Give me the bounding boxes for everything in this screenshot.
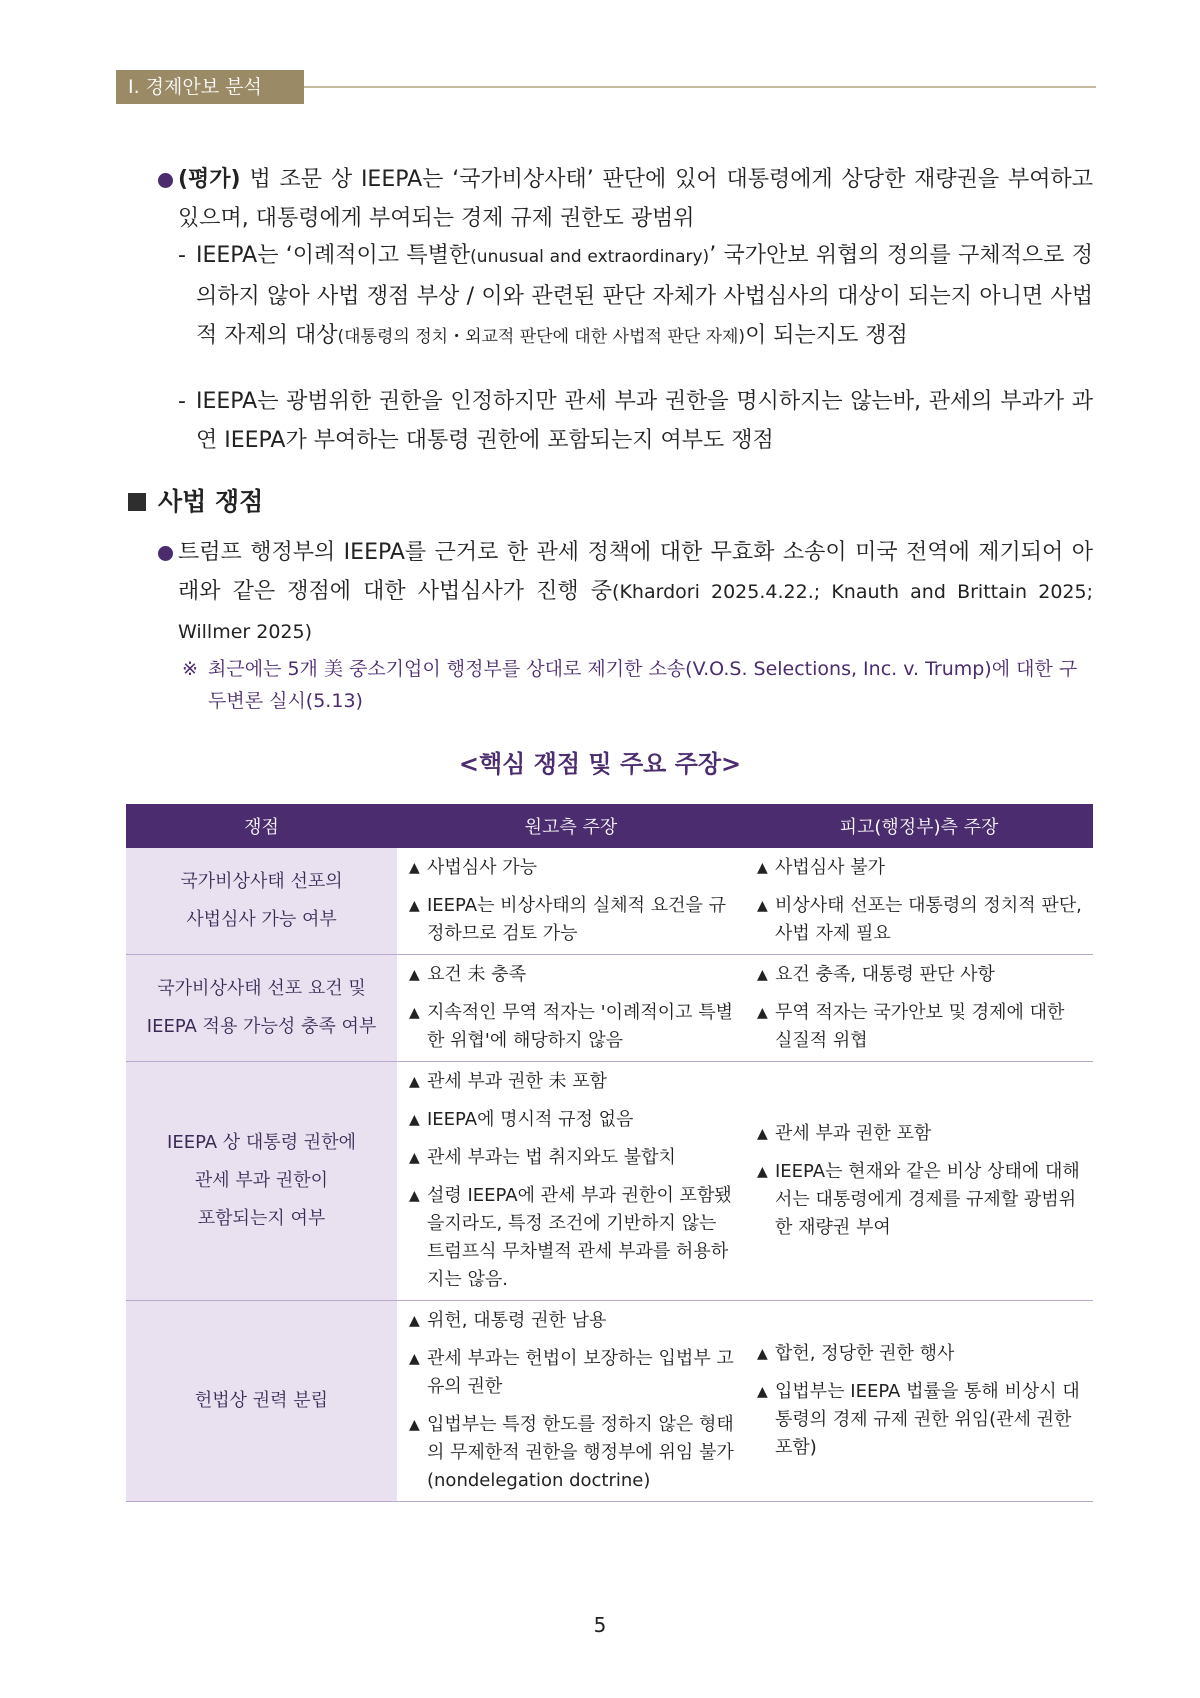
section-header-tab: Ⅰ. 경제안보 분석	[116, 70, 304, 104]
evaluation-sub-point-2	[178, 382, 1093, 460]
table-row	[126, 1301, 1093, 1502]
citation: (Khardori 2025.4.22.; Knauth and Brittain 2025; Willmer 2025)	[178, 581, 1093, 643]
argument-item: ▲ 사법심사 불가	[757, 854, 1083, 882]
plaintiff-cell	[397, 848, 745, 955]
issues-table	[126, 804, 1093, 1502]
table-header-row	[126, 804, 1093, 848]
triangle-marker-icon: ▲	[409, 1005, 420, 1021]
triangle-marker-icon: ▲	[757, 1126, 768, 1142]
header-divider	[304, 86, 1096, 88]
note-mark: ※	[182, 658, 198, 680]
column-header-defendant: 피고(행정부)측 주장	[745, 804, 1093, 848]
argument-item: ▲ 지속적인 무역 적자는 '이례적이고 특별한 위협'에 해당하지 않음	[409, 999, 735, 1055]
table-row	[126, 848, 1093, 955]
evaluation-label: (평가)	[178, 167, 241, 192]
column-header-plaintiff: 원고측 주장	[397, 804, 745, 848]
defendant-cell	[745, 1062, 1093, 1301]
argument-item: ▲ IEEPA는 현재와 같은 비상 상태에 대해서는 대통령에게 경제를 규제할 광범위한 재량권 부여	[757, 1158, 1083, 1242]
issue-cell: 국가비상사태 선포의 사법심사 가능 여부	[126, 848, 397, 955]
sub2-text: IEEPA는 광범위한 권한을 인정하지만 관세 부과 권한을 명시하지는 않는바, 관세의 부과가 과연 IEEPA가 부여하는 대통령 권한에 포함되는지 여부도 쟁점	[196, 389, 1093, 453]
evaluation-paragraph	[158, 160, 1093, 238]
defendant-cell	[745, 848, 1093, 955]
bullet-dot-icon	[158, 173, 173, 188]
triangle-marker-icon: ▲	[409, 1074, 420, 1090]
argument-item: ▲ 위헌, 대통령 권한 남용	[409, 1307, 735, 1335]
reference-note	[182, 653, 1093, 717]
argument-item: ▲ 합헌, 정당한 권한 행사	[757, 1340, 1083, 1368]
issue-cell: 헌법상 권력 분립	[126, 1301, 397, 1502]
column-header-issue: 쟁점	[126, 804, 397, 848]
triangle-marker-icon: ▲	[409, 1351, 420, 1367]
judicial-paragraph	[158, 533, 1093, 652]
dash-marker: -	[178, 243, 186, 268]
triangle-marker-icon: ▲	[409, 1150, 420, 1166]
sub1-english-term: (unusual and extraordinary)	[470, 247, 710, 267]
triangle-marker-icon: ▲	[757, 1005, 768, 1021]
plaintiff-cell	[397, 955, 745, 1062]
argument-item: ▲ 관세 부과 권한 포함	[757, 1120, 1083, 1148]
page-number: 5	[593, 1613, 607, 1637]
triangle-marker-icon: ▲	[757, 1384, 768, 1400]
plaintiff-cell	[397, 1062, 745, 1301]
argument-item: ▲ 요건 未 충족	[409, 961, 735, 989]
defendant-cell	[745, 955, 1093, 1062]
sub1-korean-note: (대통령의 정치・외교적 판단에 대한 사법적 판단 자제)	[337, 327, 746, 347]
plaintiff-cell	[397, 1301, 745, 1502]
table-row	[126, 955, 1093, 1062]
argument-item: ▲ 관세 부과 권한 未 포함	[409, 1068, 735, 1096]
argument-item: ▲ 관세 부과는 법 취지와도 불합치	[409, 1144, 735, 1172]
section-title: 사법 쟁점	[128, 482, 263, 522]
sub1-rest: ’ 국가안보 위협의 정의를 구체적으로 정의하지 않아 사법 쟁점 부상 / 이와 관련된 판단 자체가 사법심사의 대상이 되는지 아니면 사법적 자제의 대상	[196, 243, 1093, 348]
square-bullet-icon	[128, 493, 146, 511]
issue-cell: 국가비상사태 선포 요건 및 IEEPA 적용 가능성 충족 여부	[126, 955, 397, 1062]
triangle-marker-icon: ▲	[757, 860, 768, 876]
sub1-end: 이 되는지도 쟁점	[745, 323, 908, 348]
triangle-marker-icon: ▲	[409, 1313, 420, 1329]
note-text: 최근에는 5개 美 중소기업이 행정부를 상대로 제기한 소송(V.O.S. Selections, Inc. v. Trump)에 대한 구두변론 실시(5.13)	[208, 658, 1078, 712]
argument-item: ▲ 관세 부과는 헌법이 보장하는 입법부 고유의 권한	[409, 1345, 735, 1401]
triangle-marker-icon: ▲	[409, 1188, 420, 1204]
triangle-marker-icon: ▲	[757, 1164, 768, 1180]
triangle-marker-icon: ▲	[409, 967, 420, 983]
argument-item: ▲ 비상사태 선포는 대통령의 정치적 판단, 사법 자제 필요	[757, 892, 1083, 948]
sub1-main: IEEPA는 ‘이례적이고 특별한	[196, 243, 471, 268]
triangle-marker-icon: ▲	[409, 898, 420, 914]
evaluation-text: 법 조문 상 IEEPA는 ‘국가비상사태’ 판단에 있어 대통령에게 상당한 재량권을 부여하고 있으며, 대통령에게 부여되는 경제 규제 권한도 광범위	[178, 167, 1093, 231]
triangle-marker-icon: ▲	[409, 860, 420, 876]
issue-cell: IEEPA 상 대통령 권한에 관세 부과 권한이 포함되는지 여부	[126, 1062, 397, 1301]
argument-item: ▲ 사법심사 가능	[409, 854, 735, 882]
argument-item: ▲ IEEPA는 비상사태의 실체적 요건을 규정하므로 검토 가능	[409, 892, 735, 948]
triangle-marker-icon: ▲	[409, 1417, 420, 1433]
triangle-marker-icon: ▲	[409, 1112, 420, 1128]
evaluation-sub-point-1	[178, 236, 1093, 357]
triangle-marker-icon: ▲	[757, 967, 768, 983]
argument-item: ▲ 요건 충족, 대통령 판단 사항	[757, 961, 1083, 989]
triangle-marker-icon: ▲	[757, 1346, 768, 1362]
argument-item: ▲ IEEPA에 명시적 규정 없음	[409, 1106, 735, 1134]
defendant-cell	[745, 1301, 1093, 1502]
judicial-text: 트럼프 행정부의 IEEPA를 근거로 한 관세 정책에 대한 무효화 소송이 미국 전역에 제기되어 아래와 같은 쟁점에 대한 사법심사가 진행 중	[178, 540, 1093, 604]
argument-item: ▲ 입법부는 특정 한도를 정하지 않은 형태의 무제한적 권한을 행정부에 위임 불가(nondelegation doctrine)	[409, 1411, 735, 1495]
argument-item: ▲ 설령 IEEPA에 관세 부과 권한이 포함됐을지라도, 특정 조건에 기반하지 않는 트럼프식 무차별적 관세 부과를 허용하지는 않음.	[409, 1182, 735, 1294]
table-row	[126, 1062, 1093, 1301]
argument-item: ▲ 입법부는 IEEPA 법률을 통해 비상시 대통령의 경제 규제 권한 위임(관세 권한 포함)	[757, 1378, 1083, 1462]
dash-marker: -	[178, 389, 186, 414]
table-caption: <핵심 쟁점 및 주요 주장>	[458, 750, 742, 778]
argument-item: ▲ 무역 적자는 국가안보 및 경제에 대한 실질적 위협	[757, 999, 1083, 1055]
triangle-marker-icon: ▲	[757, 898, 768, 914]
bullet-dot-icon	[158, 546, 173, 561]
